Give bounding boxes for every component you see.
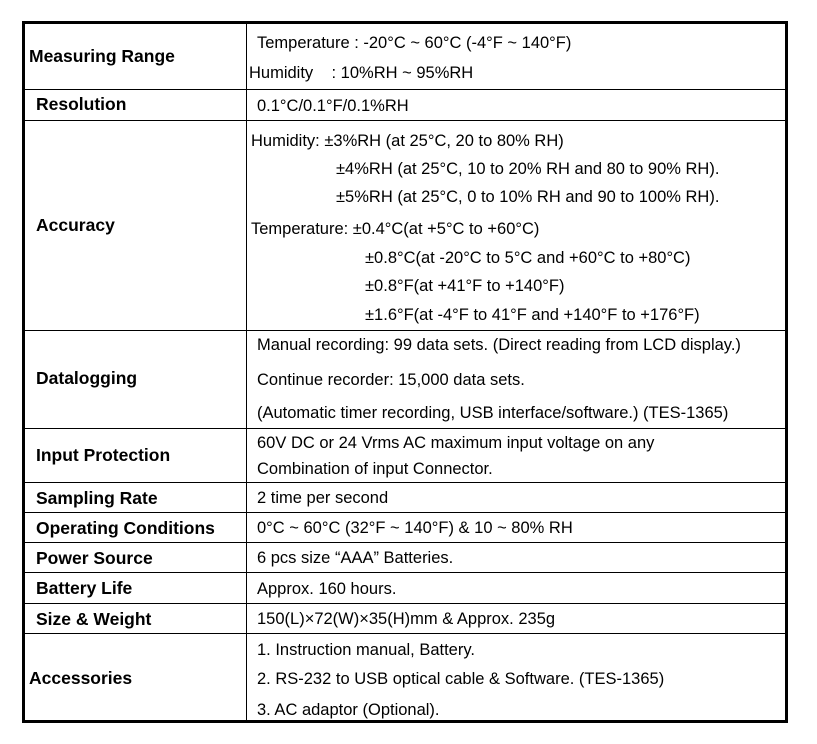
row-resolution	[25, 90, 785, 121]
label-accessories: Accessories	[29, 668, 133, 688]
value-line: 1. Instruction manual, Battery.	[257, 641, 475, 659]
label-input-protection: Input Protection	[36, 445, 171, 465]
row-size-weight	[25, 604, 785, 634]
value-line: 6 pcs size “AAA” Batteries.	[257, 549, 454, 567]
row-accuracy	[25, 121, 785, 331]
value-line: Humidity: ±3%RH (at 25°C, 20 to 80% RH)	[251, 132, 564, 150]
value-line: Approx. 160 hours.	[257, 580, 397, 598]
row-battery-life	[25, 573, 785, 604]
label-power-source: Power Source	[36, 548, 153, 568]
row-accessories	[25, 634, 785, 720]
value-line: Temperature : -20°C ~ 60°C (-4°F ~ 140°F)	[257, 34, 572, 52]
row-input-protection	[25, 429, 785, 483]
label-accuracy: Accuracy	[36, 215, 115, 235]
value-line: 2 time per second	[257, 489, 389, 507]
row-sampling-rate	[25, 483, 785, 513]
value-line: Combination of input Connector.	[257, 460, 493, 478]
value-line: Temperature: ±0.4°C(at +5°C to +60°C)	[251, 220, 540, 238]
value-line: Humidity : 10%RH ~ 95%RH	[249, 64, 474, 82]
row-datalogging	[25, 331, 785, 429]
spec-table	[22, 21, 788, 723]
value-line: ±4%RH (at 25°C, 10 to 20% RH and 80 to 90% RH).	[336, 160, 720, 178]
value-line: 0.1°C/0.1°F/0.1%RH	[257, 97, 409, 115]
value-line: 3. AC adaptor (Optional).	[257, 701, 440, 719]
row-power-source	[25, 543, 785, 573]
label-measuring-range: Measuring Range	[29, 46, 175, 66]
value-line: ±5%RH (at 25°C, 0 to 10% RH and 90 to 100% RH).	[336, 188, 720, 206]
label-sampling-rate: Sampling Rate	[36, 488, 158, 508]
value-line: 60V DC or 24 Vrms AC maximum input voltage on any	[257, 434, 655, 452]
value-line: (Automatic timer recording, USB interface/software.) (TES-1365)	[257, 404, 729, 422]
value-line: Manual recording: 99 data sets. (Direct reading from LCD display.)	[257, 336, 741, 354]
label-resolution: Resolution	[36, 94, 127, 114]
value-line: Continue recorder: 15,000 data sets.	[257, 371, 525, 389]
label-datalogging: Datalogging	[36, 368, 138, 388]
row-measuring-range	[25, 24, 785, 90]
value-line: ±1.6°F(at -4°F to 41°F and +140°F to +176°F)	[365, 306, 700, 324]
value-line: 2. RS-232 to USB optical cable & Software. (TES-1365)	[257, 670, 665, 688]
row-operating-conditions	[25, 513, 785, 543]
value-line: 0°C ~ 60°C (32°F ~ 140°F) & 10 ~ 80% RH	[257, 519, 573, 537]
value-line: ±0.8°C(at -20°C to 5°C and +60°C to +80°C)	[365, 249, 691, 267]
value-line: 150(L)×72(W)×35(H)mm & Approx. 235g	[257, 610, 556, 628]
value-line: ±0.8°F(at +41°F to +140°F)	[365, 277, 565, 295]
label-size-weight: Size & Weight	[36, 609, 152, 629]
label-operating-conditions: Operating Conditions	[36, 518, 215, 538]
label-battery-life: Battery Life	[36, 578, 133, 598]
